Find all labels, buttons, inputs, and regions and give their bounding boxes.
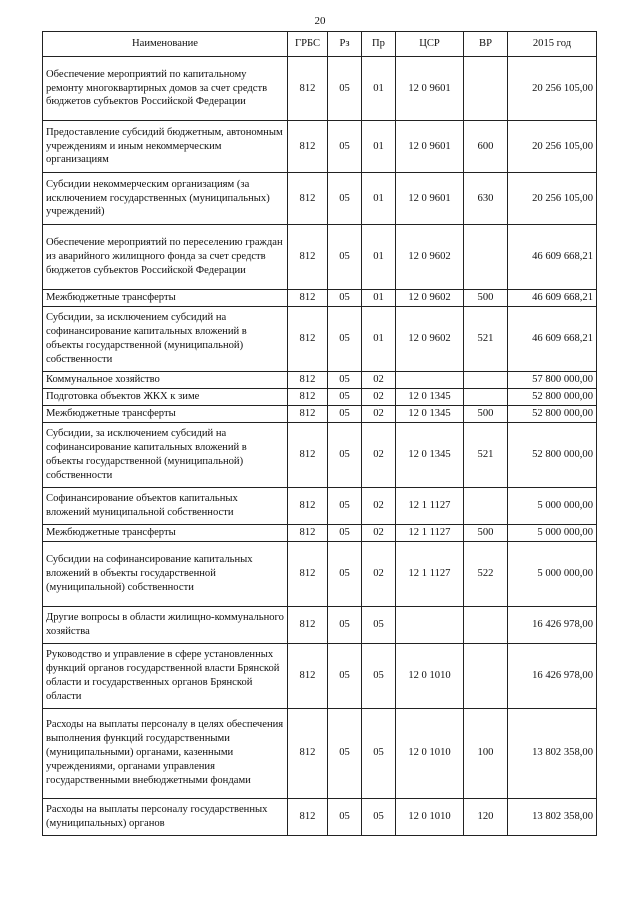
cell-rz: 05 (328, 524, 362, 541)
table-row (43, 487, 597, 524)
table-row (43, 57, 597, 121)
header-rz: Рз (328, 32, 362, 57)
table-row (43, 405, 597, 422)
cell-vr: 521 (464, 422, 508, 487)
cell-rz: 05 (328, 306, 362, 371)
cell-csr: 12 0 1010 (396, 643, 464, 708)
cell-pr: 05 (362, 606, 396, 643)
cell-amount: 46 609 668,21 (508, 290, 597, 307)
cell-amount: 16 426 978,00 (508, 606, 597, 643)
cell-vr (464, 487, 508, 524)
cell-vr (464, 606, 508, 643)
cell-name: Обеспечение мероприятий по капитальному ремонту многоквартирных домов за счет средств бюджетов субъектов Российской Федерации (43, 57, 288, 121)
cell-grbs: 812 (288, 405, 328, 422)
cell-pr: 01 (362, 225, 396, 290)
cell-pr: 01 (362, 121, 396, 173)
table-header-row (43, 32, 597, 57)
cell-grbs: 812 (288, 487, 328, 524)
cell-pr: 05 (362, 643, 396, 708)
cell-pr: 01 (362, 57, 396, 121)
cell-csr: 12 0 1010 (396, 798, 464, 835)
cell-amount: 20 256 105,00 (508, 121, 597, 173)
cell-rz: 05 (328, 708, 362, 798)
cell-grbs: 812 (288, 121, 328, 173)
cell-csr (396, 606, 464, 643)
cell-amount: 13 802 358,00 (508, 708, 597, 798)
header-vr: ВР (464, 32, 508, 57)
cell-pr: 01 (362, 173, 396, 225)
cell-vr: 630 (464, 173, 508, 225)
cell-pr: 01 (362, 306, 396, 371)
cell-pr: 01 (362, 290, 396, 307)
cell-grbs: 812 (288, 524, 328, 541)
cell-csr: 12 0 1345 (396, 405, 464, 422)
cell-rz: 05 (328, 290, 362, 307)
cell-pr: 02 (362, 388, 396, 405)
page-number: 20 (314, 15, 326, 27)
cell-grbs: 812 (288, 606, 328, 643)
cell-rz: 05 (328, 422, 362, 487)
cell-grbs: 812 (288, 290, 328, 307)
cell-pr: 05 (362, 708, 396, 798)
cell-pr: 05 (362, 798, 396, 835)
cell-grbs: 812 (288, 541, 328, 606)
header-csr: ЦСР (396, 32, 464, 57)
table-row (43, 388, 597, 405)
cell-vr (464, 388, 508, 405)
table-row (43, 121, 597, 173)
cell-grbs: 812 (288, 643, 328, 708)
cell-name: Межбюджетные трансферты (43, 290, 288, 307)
cell-grbs: 812 (288, 371, 328, 388)
cell-grbs: 812 (288, 306, 328, 371)
cell-vr (464, 225, 508, 290)
cell-rz: 05 (328, 57, 362, 121)
cell-vr: 500 (464, 524, 508, 541)
cell-amount: 57 800 000,00 (508, 371, 597, 388)
cell-grbs: 812 (288, 57, 328, 121)
cell-csr: 12 0 9601 (396, 121, 464, 173)
cell-name: Руководство и управление в сфере установленных функций органов государственной власти Брянской области и государственных органов Брянской области (43, 643, 288, 708)
cell-name: Софинансирование объектов капитальных вложений муниципальной собственности (43, 487, 288, 524)
table-row (43, 798, 597, 835)
cell-csr (396, 371, 464, 388)
cell-vr (464, 371, 508, 388)
cell-amount: 5 000 000,00 (508, 487, 597, 524)
cell-amount: 52 800 000,00 (508, 422, 597, 487)
table-row (43, 524, 597, 541)
cell-amount: 5 000 000,00 (508, 524, 597, 541)
cell-amount: 5 000 000,00 (508, 541, 597, 606)
cell-rz: 05 (328, 121, 362, 173)
cell-amount: 52 800 000,00 (508, 405, 597, 422)
cell-rz: 05 (328, 541, 362, 606)
table-row (43, 708, 597, 798)
cell-csr: 12 0 9601 (396, 173, 464, 225)
cell-name: Субсидии на софинансирование капитальных вложений в объекты государственной (муниципальной) собственности (43, 541, 288, 606)
cell-vr: 120 (464, 798, 508, 835)
cell-amount: 20 256 105,00 (508, 57, 597, 121)
cell-vr: 100 (464, 708, 508, 798)
cell-rz: 05 (328, 405, 362, 422)
header-year: 2015 год (508, 32, 597, 57)
cell-name: Расходы на выплаты персоналу государственных (муниципальных) органов (43, 798, 288, 835)
table-row (43, 225, 597, 290)
cell-grbs: 812 (288, 798, 328, 835)
cell-name: Коммунальное хозяйство (43, 371, 288, 388)
cell-name: Обеспечение мероприятий по переселению граждан из аварийного жилищного фонда за счет средств бюджетов субъектов Российской Федерации (43, 225, 288, 290)
cell-rz: 05 (328, 388, 362, 405)
cell-pr: 02 (362, 371, 396, 388)
cell-grbs: 812 (288, 422, 328, 487)
table-row (43, 371, 597, 388)
cell-amount: 46 609 668,21 (508, 225, 597, 290)
header-grbs: ГРБС (288, 32, 328, 57)
table-row (43, 290, 597, 307)
cell-pr: 02 (362, 422, 396, 487)
cell-name: Межбюджетные трансферты (43, 524, 288, 541)
cell-csr: 12 0 9602 (396, 290, 464, 307)
cell-name: Межбюджетные трансферты (43, 405, 288, 422)
cell-rz: 05 (328, 173, 362, 225)
cell-name: Другие вопросы в области жилищно-коммунального хозяйства (43, 606, 288, 643)
header-pr: Пр (362, 32, 396, 57)
cell-rz: 05 (328, 606, 362, 643)
table-row (43, 173, 597, 225)
cell-vr: 522 (464, 541, 508, 606)
cell-pr: 02 (362, 487, 396, 524)
cell-name: Расходы на выплаты персоналу в целях обеспечения выполнения функций государственными (муниципальными) органами, казенными учреждениями, органами управления государственными внебюджетными фондами (43, 708, 288, 798)
table-row (43, 643, 597, 708)
cell-rz: 05 (328, 487, 362, 524)
table-row (43, 422, 597, 487)
cell-rz: 05 (328, 798, 362, 835)
table-row (43, 306, 597, 371)
cell-amount: 52 800 000,00 (508, 388, 597, 405)
cell-grbs: 812 (288, 708, 328, 798)
cell-csr: 12 0 9602 (396, 225, 464, 290)
cell-grbs: 812 (288, 388, 328, 405)
cell-csr: 12 0 1345 (396, 388, 464, 405)
cell-name: Субсидии, за исключением субсидий на софинансирование капитальных вложений в объекты государственной (муниципальной) собственности (43, 422, 288, 487)
cell-csr: 12 1 1127 (396, 541, 464, 606)
cell-amount: 16 426 978,00 (508, 643, 597, 708)
cell-vr (464, 643, 508, 708)
cell-grbs: 812 (288, 173, 328, 225)
cell-pr: 02 (362, 524, 396, 541)
cell-csr: 12 0 1345 (396, 422, 464, 487)
cell-name: Субсидии некоммерческим организациям (за исключением государственных (муниципальных) учреждений) (43, 173, 288, 225)
cell-vr: 521 (464, 306, 508, 371)
cell-rz: 05 (328, 371, 362, 388)
cell-amount: 13 802 358,00 (508, 798, 597, 835)
table-row (43, 541, 597, 606)
cell-amount: 20 256 105,00 (508, 173, 597, 225)
cell-name: Предоставление субсидий бюджетным, автономным учреждениям и иным некоммерческим организациям (43, 121, 288, 173)
table-row (43, 606, 597, 643)
cell-csr: 12 0 9601 (396, 57, 464, 121)
cell-vr: 500 (464, 290, 508, 307)
cell-name: Субсидии, за исключением субсидий на софинансирование капитальных вложений в объекты государственной (муниципальной) собственности (43, 306, 288, 371)
cell-csr: 12 1 1127 (396, 487, 464, 524)
cell-vr: 500 (464, 405, 508, 422)
cell-name: Подготовка объектов ЖКХ к зиме (43, 388, 288, 405)
cell-csr: 12 0 1010 (396, 708, 464, 798)
cell-amount: 46 609 668,21 (508, 306, 597, 371)
cell-vr: 600 (464, 121, 508, 173)
cell-csr: 12 0 9602 (396, 306, 464, 371)
cell-grbs: 812 (288, 225, 328, 290)
cell-pr: 02 (362, 541, 396, 606)
cell-pr: 02 (362, 405, 396, 422)
cell-vr (464, 57, 508, 121)
header-name: Наименование (43, 32, 288, 57)
budget-table (42, 31, 597, 836)
cell-rz: 05 (328, 225, 362, 290)
cell-csr: 12 1 1127 (396, 524, 464, 541)
cell-rz: 05 (328, 643, 362, 708)
